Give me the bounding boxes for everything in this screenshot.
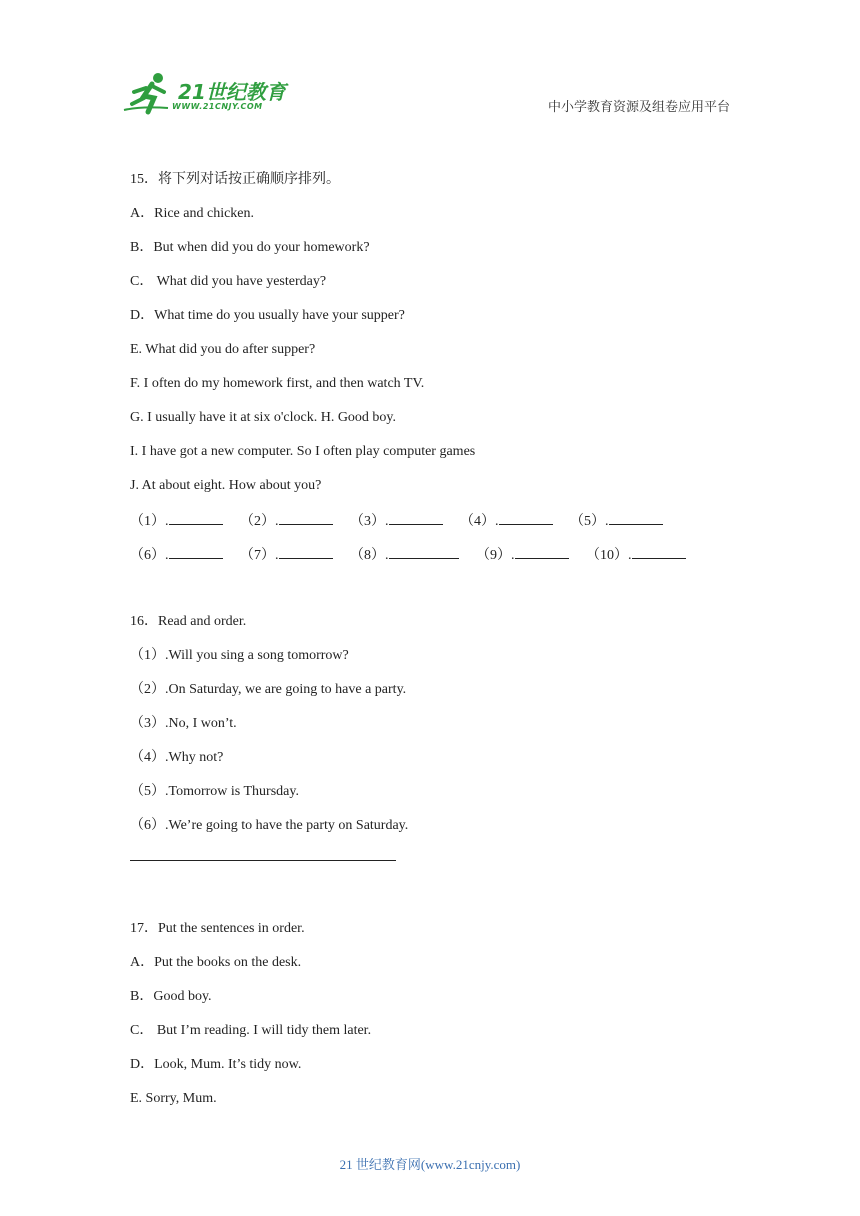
document-content: [130, 170, 730, 1123]
site-logo: [122, 70, 292, 116]
sentence-5: （5）.Tomorrow is Thursday.: [130, 784, 299, 799]
option-b: B．But when did you do your homework?: [130, 240, 370, 255]
page-footer: 21 世纪教育网(www.21cnjy.com): [339, 1157, 521, 1172]
option-j: J. At about eight. How about you?: [130, 478, 322, 493]
answer-blank[interactable]: （10）.: [586, 544, 686, 566]
option-a: A．Rice and chicken.: [130, 206, 255, 221]
question-title: 16．Read and order.: [130, 614, 247, 629]
answer-blank[interactable]: （4）.: [460, 510, 553, 532]
option-e: E. Sorry, Mum.: [130, 1091, 217, 1106]
option-i: I. I have got a new computer. So I often play computer games: [130, 444, 476, 459]
question-15: [130, 170, 730, 578]
option-g-h: G. I usually have it at six o'clock. H. Good boy.: [130, 410, 397, 425]
logo-url: WWW.21CNJY.COM: [172, 102, 263, 111]
answer-blank[interactable]: （3）.: [350, 510, 443, 532]
answer-blank[interactable]: （6）.: [130, 544, 223, 566]
option-f: F. I often do my homework first, and then watch TV.: [130, 376, 425, 391]
option-c: C． What did you have yesterday?: [130, 274, 327, 289]
sentence-1: （1）.Will you sing a song tomorrow?: [130, 648, 349, 663]
option-d: D．What time do you usually have your supper?: [130, 308, 405, 323]
answer-blanks-row-1: [130, 510, 730, 544]
answer-blank[interactable]: （7）.: [240, 544, 333, 566]
runner-logo-icon: [122, 70, 178, 116]
question-title: 17．Put the sentences in order.: [130, 921, 305, 936]
header-platform-text: 中小学教育资源及组卷应用平台: [547, 99, 730, 114]
page-header: [0, 0, 860, 140]
answer-blank[interactable]: （1）.: [130, 510, 223, 532]
logo-text: 21世纪教育: [178, 80, 286, 104]
option-d: D．Look, Mum. It’s tidy now.: [130, 1057, 302, 1072]
answer-blank[interactable]: （2）.: [240, 510, 333, 532]
answer-blanks-row-2: [130, 544, 730, 578]
option-a: A．Put the books on the desk.: [130, 955, 302, 970]
option-c: C． But I’m reading. I will tidy them later.: [130, 1023, 372, 1038]
sentence-3: （3）.No, I won’t.: [130, 716, 237, 731]
answer-blank[interactable]: （8）.: [350, 544, 459, 566]
answer-blank[interactable]: （5）.: [570, 510, 663, 532]
sentence-4: （4）.Why not?: [130, 750, 224, 765]
question-17: [130, 919, 730, 1123]
sentence-6: （6）.We’re going to have the party on Saturday.: [130, 818, 409, 833]
answer-line[interactable]: [130, 850, 396, 861]
answer-blank[interactable]: （9）.: [476, 544, 569, 566]
option-b: B．Good boy.: [130, 989, 212, 1004]
question-16: [130, 612, 730, 861]
question-title: 15．将下列对话按正确顺序排列。: [130, 172, 340, 187]
sentence-2: （2）.On Saturday, we are going to have a party.: [130, 682, 407, 697]
option-e: E. What did you do after supper?: [130, 342, 316, 357]
